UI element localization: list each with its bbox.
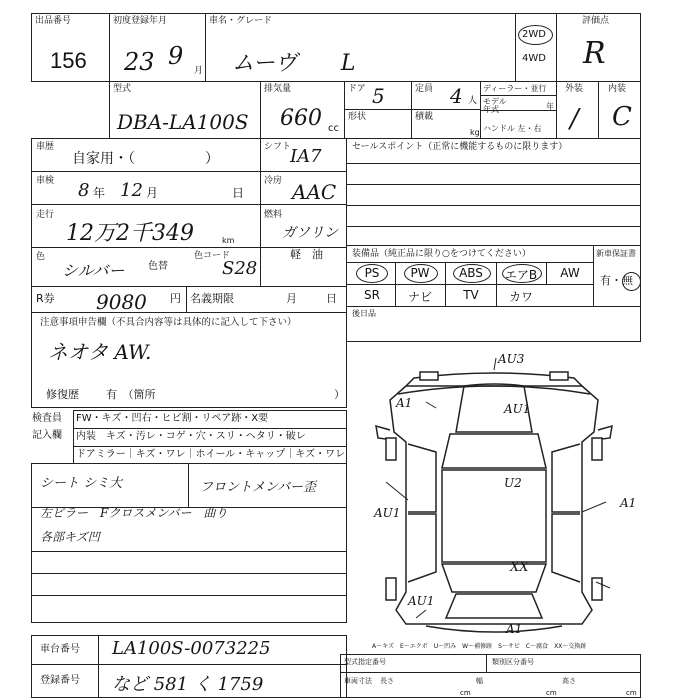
car-diagram bbox=[346, 342, 641, 642]
load-unit: kg bbox=[470, 128, 480, 137]
dimension-cm-3: cm bbox=[626, 689, 637, 697]
capacity-unit: 人 bbox=[468, 96, 478, 106]
exterior-value: / bbox=[570, 104, 579, 134]
equip-tv: TV bbox=[463, 288, 479, 302]
reg-month-suffix: 月 bbox=[194, 66, 204, 76]
door-label: ドア bbox=[348, 84, 366, 94]
model-value: DBA-LA100S bbox=[117, 110, 249, 134]
shift-label: シフト bbox=[264, 142, 292, 152]
damage-mark-au1-hood: AU1 bbox=[504, 402, 531, 416]
equip-navi: ナビ bbox=[407, 290, 432, 304]
displacement-label: 排気量 bbox=[264, 84, 292, 94]
dimension-length: 長さ bbox=[380, 677, 394, 685]
reg-year-value: 23 bbox=[124, 48, 155, 76]
dimension-width: 幅 bbox=[476, 677, 483, 685]
aircon-value: AAC bbox=[292, 180, 337, 204]
equip-ps: PS bbox=[364, 266, 380, 280]
color-code-value: S28 bbox=[222, 258, 258, 279]
handle-label: ハンドル 左・右 bbox=[483, 124, 542, 133]
capacity-value: 4 bbox=[450, 84, 463, 108]
model-year-suffix: 年 bbox=[546, 102, 554, 111]
repair-label: 修復歴 bbox=[46, 388, 79, 401]
equip-pw-circle bbox=[404, 264, 438, 283]
entry-label: 記入欄 bbox=[32, 430, 62, 441]
color-code-label: 色コード bbox=[194, 251, 231, 261]
shift-value: IA7 bbox=[290, 146, 322, 167]
rear-item-cell bbox=[346, 306, 641, 342]
damage-mark-a1-rear: A1 bbox=[506, 622, 523, 636]
exterior-label: 外装 bbox=[565, 84, 584, 94]
notes-header: 注意事項申告欄（不具合内容等は具体的に記入して下さい） bbox=[40, 317, 297, 328]
drive-2wd-circle bbox=[518, 25, 553, 45]
equip-sr: SR bbox=[364, 288, 380, 302]
car-name-value: ムーヴ L bbox=[232, 51, 356, 76]
color-label: 色 bbox=[36, 252, 46, 262]
inspection-month-value: 12 bbox=[120, 180, 143, 201]
damage-legend: A～キズ E～エクボ U～凹み W～補修跡 S～サビ C～腐食 XX～交換跡 bbox=[372, 643, 587, 650]
color-value: シルバー bbox=[62, 261, 125, 280]
lot-number-value: 156 bbox=[50, 48, 87, 73]
equip-abs: ABS bbox=[459, 266, 483, 280]
damage-mark-au3: AU3 bbox=[498, 352, 525, 366]
damage-mark-a1-right: A1 bbox=[620, 496, 637, 510]
equip-ps-circle bbox=[356, 264, 388, 283]
interior-value: C bbox=[612, 102, 632, 132]
equip-abs-circle bbox=[453, 264, 491, 283]
inspection-label: 車検 bbox=[36, 176, 55, 186]
title-month: 月 bbox=[286, 292, 297, 305]
inspection-year-value: 8 bbox=[78, 180, 90, 201]
first-registration-label: 初度登録年月 bbox=[113, 16, 168, 26]
drive-2wd: 2WD bbox=[522, 29, 546, 40]
equip-aw: AW bbox=[560, 266, 580, 280]
model-year-label: モデル年式 bbox=[483, 97, 507, 114]
recycle-unit: 円 bbox=[170, 292, 181, 305]
fuel-value: ガソリン bbox=[282, 225, 338, 241]
equip-pw: PW bbox=[410, 266, 430, 280]
title-period-label: 名義期限 bbox=[190, 292, 234, 305]
inspection-year-unit: 年 bbox=[93, 186, 106, 200]
damage-mark-au1-rear: AU1 bbox=[408, 594, 435, 608]
mileage-unit: km bbox=[222, 236, 235, 245]
warranty-value: 有・無 bbox=[600, 274, 633, 287]
handwritten-note-4: 各部キズ凹 bbox=[40, 530, 100, 544]
reg-plate-label: 登録番号 bbox=[40, 675, 80, 686]
dealer-label: ディーラー・並行 bbox=[483, 84, 547, 93]
equipment-label: 装備品（純正品に限り○をつけてください） bbox=[352, 249, 531, 259]
handwritten-note-2: フロントメンバー歪 bbox=[200, 480, 316, 495]
equip-airbag: エアB bbox=[504, 268, 538, 282]
recycle-label: R券 bbox=[36, 292, 55, 305]
displacement-value: 660 bbox=[280, 106, 322, 131]
inspector-label: 検査員 bbox=[32, 413, 62, 424]
warranty-circle bbox=[622, 272, 641, 291]
chassis-label: 車台番号 bbox=[40, 644, 80, 655]
score-label: 評価点 bbox=[582, 16, 610, 26]
damage-mark-xx: XX bbox=[510, 560, 529, 575]
car-name-label: 車名・グレード bbox=[209, 16, 273, 26]
inspection-row-3: ドアミラー｜キズ・ワレ｜ホイール・キャップ｜キズ・ワレ bbox=[76, 449, 346, 460]
load-label: 積載 bbox=[415, 112, 434, 122]
reg-month-value: 9 bbox=[168, 42, 184, 70]
note-line-1: ネオタ AW. bbox=[48, 340, 152, 364]
equip-airbag-circle bbox=[502, 264, 542, 283]
reg-plate-value: など 581 く 1759 bbox=[112, 674, 264, 695]
lot-number-label: 出品番号 bbox=[35, 16, 72, 26]
warranty-label: 新車保証書 bbox=[596, 249, 636, 258]
dimension-cm-1: cm bbox=[460, 689, 471, 697]
capacity-label: 定員 bbox=[415, 84, 434, 94]
damage-mark-au1-left: AU1 bbox=[374, 506, 401, 520]
rear-item-label: 後日品 bbox=[352, 309, 376, 318]
repair-close: ） bbox=[334, 388, 345, 401]
recycle-value: 9080 bbox=[96, 290, 147, 314]
inspection-month-unit: 月 bbox=[146, 186, 159, 200]
fuel-label: 燃料 bbox=[264, 210, 283, 220]
shape-label: 形状 bbox=[348, 112, 367, 122]
chassis-value: LA100S-0073225 bbox=[112, 638, 271, 659]
dimension-height: 高さ bbox=[562, 677, 576, 685]
door-value: 5 bbox=[372, 84, 385, 108]
sales-point-cell bbox=[346, 138, 641, 246]
usage-label: 車歴 bbox=[36, 142, 55, 152]
color-change-label: 色替 bbox=[148, 261, 168, 272]
score-value: R bbox=[583, 36, 606, 71]
inspection-row-2: 内装 キズ・汚レ・コゲ・穴・スリ・ヘタリ・破レ bbox=[76, 431, 306, 442]
repair-value: 有 （箇所 bbox=[106, 388, 156, 401]
model-label: 型式 bbox=[113, 84, 132, 94]
damage-mark-a1-front: A1 bbox=[396, 396, 413, 410]
inspection-row-1: FW・キズ・凹右・ヒビ割・リペア跡・X要 bbox=[76, 413, 269, 424]
mileage-value: 12万2千349 bbox=[66, 221, 194, 246]
usage-value: 自家用・（ ） bbox=[72, 150, 219, 166]
spec-class-label: 類別区分番号 bbox=[492, 658, 534, 666]
aircon-label: 冷房 bbox=[264, 176, 283, 186]
mileage-label: 走行 bbox=[36, 210, 55, 220]
fuel-sub-value: 軽 油 bbox=[290, 248, 323, 261]
title-day: 日 bbox=[326, 292, 337, 305]
handwritten-note-1: シート シミ大 bbox=[40, 476, 123, 491]
sales-point-label: セールスポイント（正常に機能するものに限ります） bbox=[352, 142, 568, 152]
spec-type-label: 型式指定番号 bbox=[344, 658, 386, 666]
interior-label: 内装 bbox=[608, 84, 627, 94]
handwritten-note-3: 左ピラー Fクロスメンバー 曲り bbox=[40, 506, 228, 520]
damage-mark-u2: U2 bbox=[504, 476, 522, 490]
inspection-day-unit: 日 bbox=[232, 186, 245, 200]
displacement-unit: cc bbox=[328, 123, 339, 134]
dimension-label: 車両寸法 bbox=[344, 677, 372, 685]
equip-leather: カワ bbox=[508, 290, 533, 304]
dimension-cm-2: cm bbox=[546, 689, 557, 697]
drive-cell bbox=[515, 13, 557, 82]
drive-4wd: 4WD bbox=[522, 53, 546, 64]
